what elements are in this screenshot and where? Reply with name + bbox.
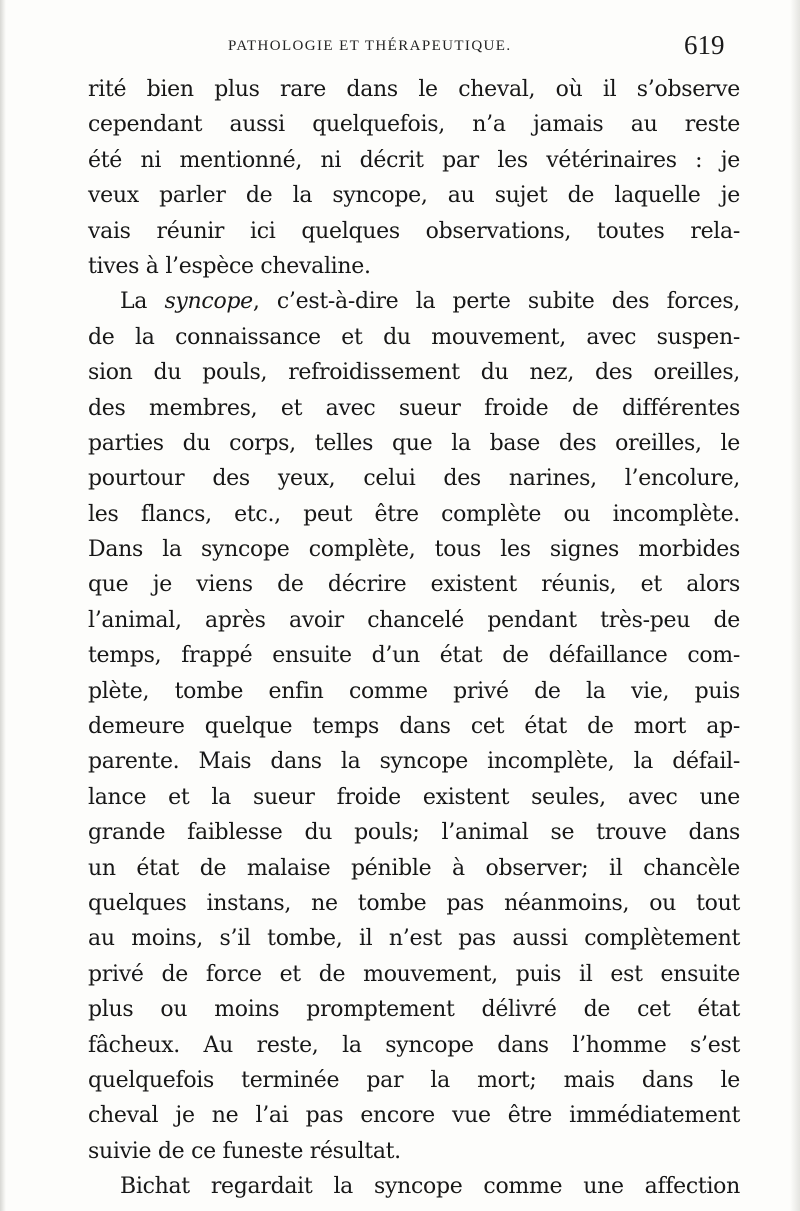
text-line: quelques instans, ne tombe pas néanmoins, ou tout [88,890,740,916]
page-number: 619 [684,30,725,60]
body-text [88,72,740,1205]
text-line: Dans la syncope complète, tous les signes morbides [88,537,740,563]
text-run: , c’est-à-dire la perte subite des forces, [252,289,740,315]
paragraph-lead: La [120,289,165,315]
text-line: tives à l’espèce chevaline. [88,253,371,279]
text-line: parties du corps, telles que la base des oreilles, le [88,430,740,456]
italic-term: syncope [164,289,253,315]
text-line: pourtour des yeux, celui des narines, l’encolure, [88,466,740,492]
text-line: que je viens de décrire existent réunis, et alors [88,572,740,598]
text-line: Bichat regardait la syncope comme une affection [120,1174,740,1200]
text-line: cependant aussi quelquefois, n’a jamais au reste [88,112,740,138]
text-line: les flancs, etc., peut être complète ou incomplète. [88,501,740,527]
text-line: plète, tombe enfin comme privé de la vie, puis [88,678,740,704]
text-line: rité bien plus rare dans le cheval, où il s’observe [88,77,740,102]
text-line: quelquefois terminée par la mort; mais dans le [88,1067,740,1093]
text-line: l’animal, après avoir chancelé pendant très-peu de [88,607,740,633]
running-head: PATHOLOGIE ET THÉRAPEUTIQUE. [228,38,512,54]
text-line: vais réunir ici quelques observations, toutes rela- [88,218,740,244]
page-edge-shadow-left [0,0,6,1211]
text-line: plus ou moins promptement délivré de cet état [88,997,740,1023]
text-line: lance et la sueur froide existent seules, avec une [88,784,740,810]
text-line: sion du pouls, refroidissement du nez, des oreilles, [88,360,740,386]
text-line: cheval je ne l’ai pas encore vue être immédiatement [88,1103,740,1129]
paragraph-start-line [88,284,740,319]
text-line: parente. Mais dans la syncope incomplète, la défail- [88,749,740,775]
text-line: un état de malaise pénible à observer; il chancèle [88,855,740,881]
text-line: au moins, s’il tombe, il n’est pas aussi complètement [88,926,740,952]
text-line: été ni mentionné, ni décrit par les vétérinaires : je [88,147,740,173]
text-line: temps, frappé ensuite d’un état de défaillance com- [88,643,740,669]
text-line: grande faiblesse du pouls; l’animal se trouve dans [88,820,740,846]
text-line: privé de force et de mouvement, puis il est ensuite [88,961,740,987]
text-line: suivie de ce funeste résultat. [88,1138,401,1164]
text-line: fâcheux. Au reste, la syncope dans l’homme s’est [88,1032,740,1058]
page-edge-shadow-right [790,0,800,1211]
text-line: de la connaissance et du mouvement, avec suspen- [88,324,740,350]
text-line: des membres, et avec sueur froide de différentes [88,395,740,421]
text-line: demeure quelque temps dans cet état de mort ap- [88,714,740,740]
text-line: veux parler de la syncope, au sujet de laquelle je [88,183,740,209]
